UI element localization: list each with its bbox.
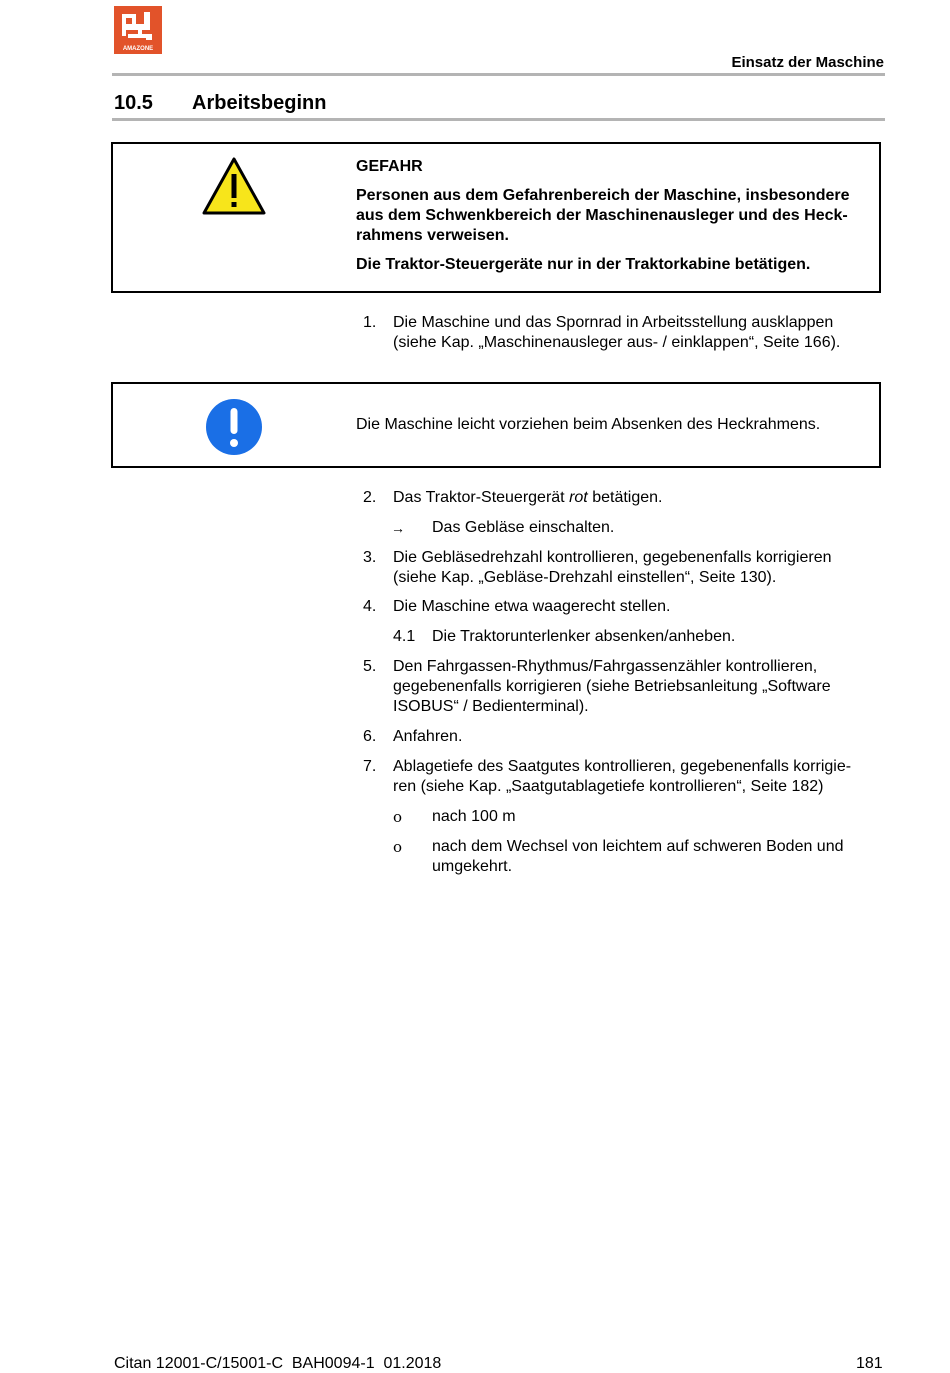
danger-text-line: Die Traktor-Steuergeräte nur in der Traktorkabine betätigen.: [356, 256, 811, 273]
danger-text-line: Personen aus dem Gefahrenbereich der Maschine, insbesondere: [356, 187, 850, 204]
list-item: [355, 657, 885, 717]
danger-text-line: rahmens verweisen.: [356, 227, 509, 244]
bullet-item: [355, 807, 885, 827]
step-number: 7.: [363, 758, 377, 775]
list-item: [355, 757, 885, 797]
list-item: [355, 313, 885, 353]
step-text: Anfahren.: [393, 728, 463, 745]
list-item: [355, 488, 885, 508]
step-number: 5.: [363, 658, 377, 675]
svg-text:AMAZONE: AMAZONE: [122, 46, 154, 52]
danger-content: [356, 157, 877, 275]
bullet-icon: ο: [393, 808, 403, 826]
step-text: (siehe Kap. „Maschinenausleger aus- / einklappen“, Seite 166).: [393, 334, 841, 351]
section-header: Einsatz der Maschine: [731, 54, 884, 71]
step-text: ren (siehe Kap. „Saatgutablagetiefe kontrollieren“, Seite 182): [393, 778, 824, 795]
footer-doc-info: Citan 12001-C/15001-C BAH0094-1 01.2018: [114, 1355, 442, 1372]
step-text: gegebenenfalls korrigieren (siehe Betriebsanleitung „Software: [393, 678, 831, 695]
bullet-text: nach 100 m: [432, 808, 516, 825]
header-divider: [112, 73, 885, 76]
note-box: [111, 382, 881, 468]
step-text: (siehe Kap. „Gebläse-Drehzahl einstellen“, Seite 130).: [393, 569, 777, 586]
step-number: 6.: [363, 728, 377, 745]
danger-text-line: aus dem Schwenkbereich der Maschinenausleger und des Heck-: [356, 207, 848, 224]
note-text: Die Maschine leicht vorziehen beim Absenken des Heckrahmens.: [356, 416, 821, 433]
bullet-text: umgekehrt.: [432, 858, 513, 875]
list-item: [355, 548, 885, 588]
danger-box: [111, 142, 881, 293]
bullet-item: [355, 837, 885, 877]
step-text: ISOBUS“ / Bedienterminal).: [393, 698, 589, 715]
step-text: Die Maschine und das Spornrad in Arbeitsstellung ausklappen: [393, 314, 834, 331]
warning-triangle-icon: [201, 156, 267, 221]
chapter-title: [114, 92, 326, 115]
footer: [114, 1355, 883, 1373]
chapter-title-text: Arbeitsbeginn: [192, 92, 327, 114]
sub-step-number: 4.1: [393, 628, 416, 645]
sub-step-text: Die Traktorunterlenker absenken/anheben.: [432, 628, 736, 645]
list-item: [355, 727, 885, 747]
steps-block-1: [355, 313, 885, 353]
arrow-right-icon: →: [391, 520, 405, 536]
chapter-number: 10.5: [114, 92, 153, 114]
step-number: 2.: [363, 489, 377, 506]
result-item: [355, 518, 885, 538]
danger-heading: GEFAHR: [356, 158, 423, 175]
exclamation-circle-icon: [205, 398, 263, 461]
step-text: Den Fahrgassen-Rhythmus/Fahrgassenzähler kontrollieren,: [393, 658, 818, 675]
step-text: Ablagetiefe des Saatgutes kontrollieren, gegebenenfalls korrigie-: [393, 758, 852, 775]
title-divider: [112, 118, 885, 121]
step-number: 1.: [363, 314, 377, 331]
bullet-text: nach dem Wechsel von leichtem auf schweren Boden und: [432, 838, 844, 855]
step-number: 4.: [363, 598, 377, 615]
steps-block-2: [355, 488, 885, 877]
step-text: Die Maschine etwa waagerecht stellen.: [393, 598, 671, 615]
step-text: Die Gebläsedrehzahl kontrollieren, gegebenenfalls korrigieren: [393, 549, 832, 566]
page-number: 181: [856, 1355, 883, 1372]
result-text: Das Gebläse einschalten.: [432, 519, 615, 536]
bullet-icon: ο: [393, 838, 403, 856]
step-number: 3.: [363, 549, 377, 566]
sub-list-item: [355, 627, 885, 647]
amazone-logo: [114, 6, 162, 54]
step-text: Das Traktor-Steuergerät rot betätigen.: [393, 489, 663, 506]
list-item: [355, 597, 885, 617]
